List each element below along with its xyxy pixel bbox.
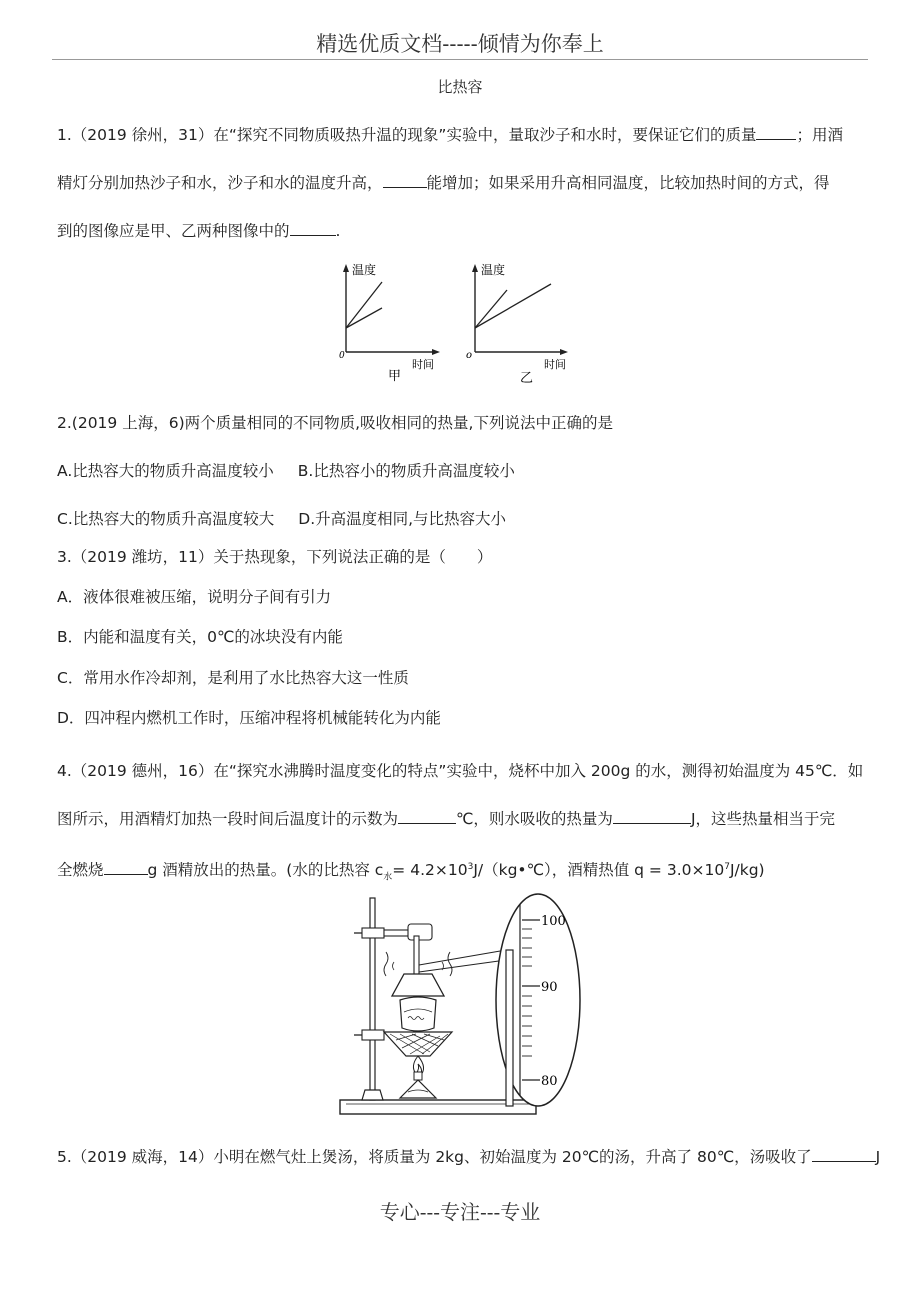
page-header: 精选优质文档-----倾情为你奉上 <box>316 32 604 56</box>
zoom-line-top <box>419 950 506 965</box>
q2-stem: 2.(2019 上海，6)两个质量相同的不同物质,吸收相同的热量,下列说法中正确的是 <box>57 414 613 432</box>
q4-text-2a: 图所示，用酒精灯加热一段时间后温度计的示数为 <box>57 810 399 828</box>
q1-text-1b: ；用酒 <box>796 126 843 144</box>
graph-yi-line-shallow <box>475 284 551 328</box>
graph-jia-xlabel: 时间 <box>412 358 434 371</box>
q2-option-c[interactable]: C.比热容大的物质升高温度较大 <box>57 510 275 528</box>
page-footer: 专心---专注---专业 <box>379 1200 541 1224</box>
q1-text-1a: 1.（2019 徐州，31）在“探究不同物质吸热升温的现象”实验中，量取沙子和水时，要保证它们的质量 <box>57 126 757 144</box>
q2-option-b[interactable]: B.比热容小的物质升高温度较小 <box>297 462 515 480</box>
q2-options-cd <box>57 508 506 530</box>
q4-blank-alcohol-mass[interactable] <box>104 859 148 875</box>
graph-yi-y-arrow <box>472 264 478 272</box>
q4-text-3a: 全燃烧 <box>57 861 104 880</box>
lamp-wick-holder <box>414 1072 422 1080</box>
q2-option-a[interactable]: A.比热容大的物质升高温度较小 <box>57 462 274 480</box>
q4-text-3d: J/（kg•℃），酒精热值 q = 3.0×10 <box>473 861 725 880</box>
thermometer-holder <box>408 924 432 940</box>
graph-jia-ylabel: 温度 <box>352 263 377 277</box>
doc-title: 比热容 <box>437 78 483 96</box>
q1-text-2a: 精灯分别加热沙子和水，沙子和水的温度升高， <box>57 174 383 192</box>
q4-line-1: 4.（2019 德州，16）在“探究水沸腾时温度变化的特点”实验中，烧杯中加入 200g 的水，测得初始温度为 45℃．如 <box>57 762 864 780</box>
graph-jia <box>339 262 440 384</box>
q1-line-1 <box>57 124 843 146</box>
alcohol-lamp <box>400 1080 436 1098</box>
q3-option-a[interactable]: A．液体很难被压缩，说明分子间有引力 <box>57 588 332 606</box>
graph-yi-ylabel: 温度 <box>481 263 506 277</box>
steam-left <box>384 952 388 976</box>
graph-yi-origin: o <box>466 350 473 361</box>
q4-sub-water: 水 <box>383 872 393 883</box>
magnified-thermometer-column <box>506 950 513 1106</box>
graph-jia-line-steep <box>346 282 382 328</box>
q3-stem: 3.（2019 潍坊，11）关于热现象，下列说法正确的是（ ） <box>57 548 493 566</box>
q1-text-3a: 到的图像应是甲、乙两种图像中的 <box>57 222 290 240</box>
q3-option-d[interactable]: D．四冲程内燃机工作时，压缩冲程将机械能转化为内能 <box>57 709 441 727</box>
q2-option-d[interactable]: D.升高温度相同,与比热容大小 <box>298 510 507 528</box>
q2-options-ab <box>57 460 515 482</box>
beaker <box>400 997 436 1031</box>
graph-yi-caption: 乙 <box>520 371 534 386</box>
q5-text-1b: J <box>875 1148 881 1166</box>
q3-option-c[interactable]: C．常用水作冷却剂，是利用了水比热容大这一性质 <box>57 669 409 687</box>
graph-jia-y-arrow <box>343 264 349 272</box>
q4-text-3b: g 酒精放出的热量。(水的比热容 c <box>147 861 384 880</box>
graph-yi-xlabel: 时间 <box>544 358 566 371</box>
graph-yi-x-arrow <box>560 349 568 355</box>
q4-line-2 <box>57 808 835 830</box>
q4-text-2c: J，这些热量相当于完 <box>690 810 836 828</box>
beaker-cover <box>392 974 444 996</box>
header-rule <box>52 59 868 60</box>
q4-text-2b: ℃，则水吸收的热量为 <box>456 810 613 828</box>
lower-clamp-block <box>362 1030 384 1040</box>
q5-text-1a: 5.（2019 威海，14）小明在燃气灶上煲汤，将质量为 2kg、初始温度为 20℃的汤，升高了 80℃，汤吸收了 <box>57 1148 812 1166</box>
q1-graphs-figure <box>330 256 590 388</box>
graph-jia-x-arrow <box>432 349 440 355</box>
q4-sup-7: 7 <box>724 862 730 872</box>
q4-blank-temperature[interactable] <box>398 808 456 824</box>
q4-text-3e: J/kg) <box>729 861 765 880</box>
q1-line-3 <box>57 220 340 242</box>
q5-blank-heat[interactable] <box>812 1146 876 1162</box>
q1-line-2 <box>57 172 830 194</box>
q1-text-2b: 能增加；如果采用升高相同温度，比较加热时间的方式，得 <box>426 174 830 192</box>
graph-yi-line-steep <box>475 290 507 328</box>
q1-blank-2[interactable] <box>383 172 427 188</box>
scale-label-90: 90 <box>541 980 558 995</box>
graph-jia-caption: 甲 <box>388 369 402 384</box>
q5-line-1 <box>57 1146 880 1168</box>
upper-clamp-block <box>362 928 384 938</box>
graph-yi <box>466 262 568 386</box>
scale-label-100: 100 <box>541 914 566 929</box>
q1-blank-3[interactable] <box>290 220 336 236</box>
q4-blank-heat[interactable] <box>613 808 691 824</box>
q4-text-3c: = 4.2×10 <box>392 861 468 880</box>
scale-label-80: 80 <box>541 1074 558 1089</box>
q4-line-3 <box>57 856 765 888</box>
q3-option-b[interactable]: B．内能和温度有关，0℃的冰块没有内能 <box>57 628 343 646</box>
graph-jia-origin: 0 <box>339 351 345 361</box>
graph-jia-line-shallow <box>346 308 382 328</box>
gauze-ring <box>384 1032 452 1056</box>
q1-text-3b: . <box>335 222 341 240</box>
zoom-line-bottom <box>419 960 506 972</box>
q4-apparatus-figure <box>334 890 586 1126</box>
q4-sup-3: 3 <box>467 862 474 872</box>
q1-blank-1[interactable] <box>756 124 796 140</box>
steam-right <box>448 952 452 976</box>
stand-foot <box>362 1090 383 1100</box>
steam-left-small <box>393 962 395 970</box>
